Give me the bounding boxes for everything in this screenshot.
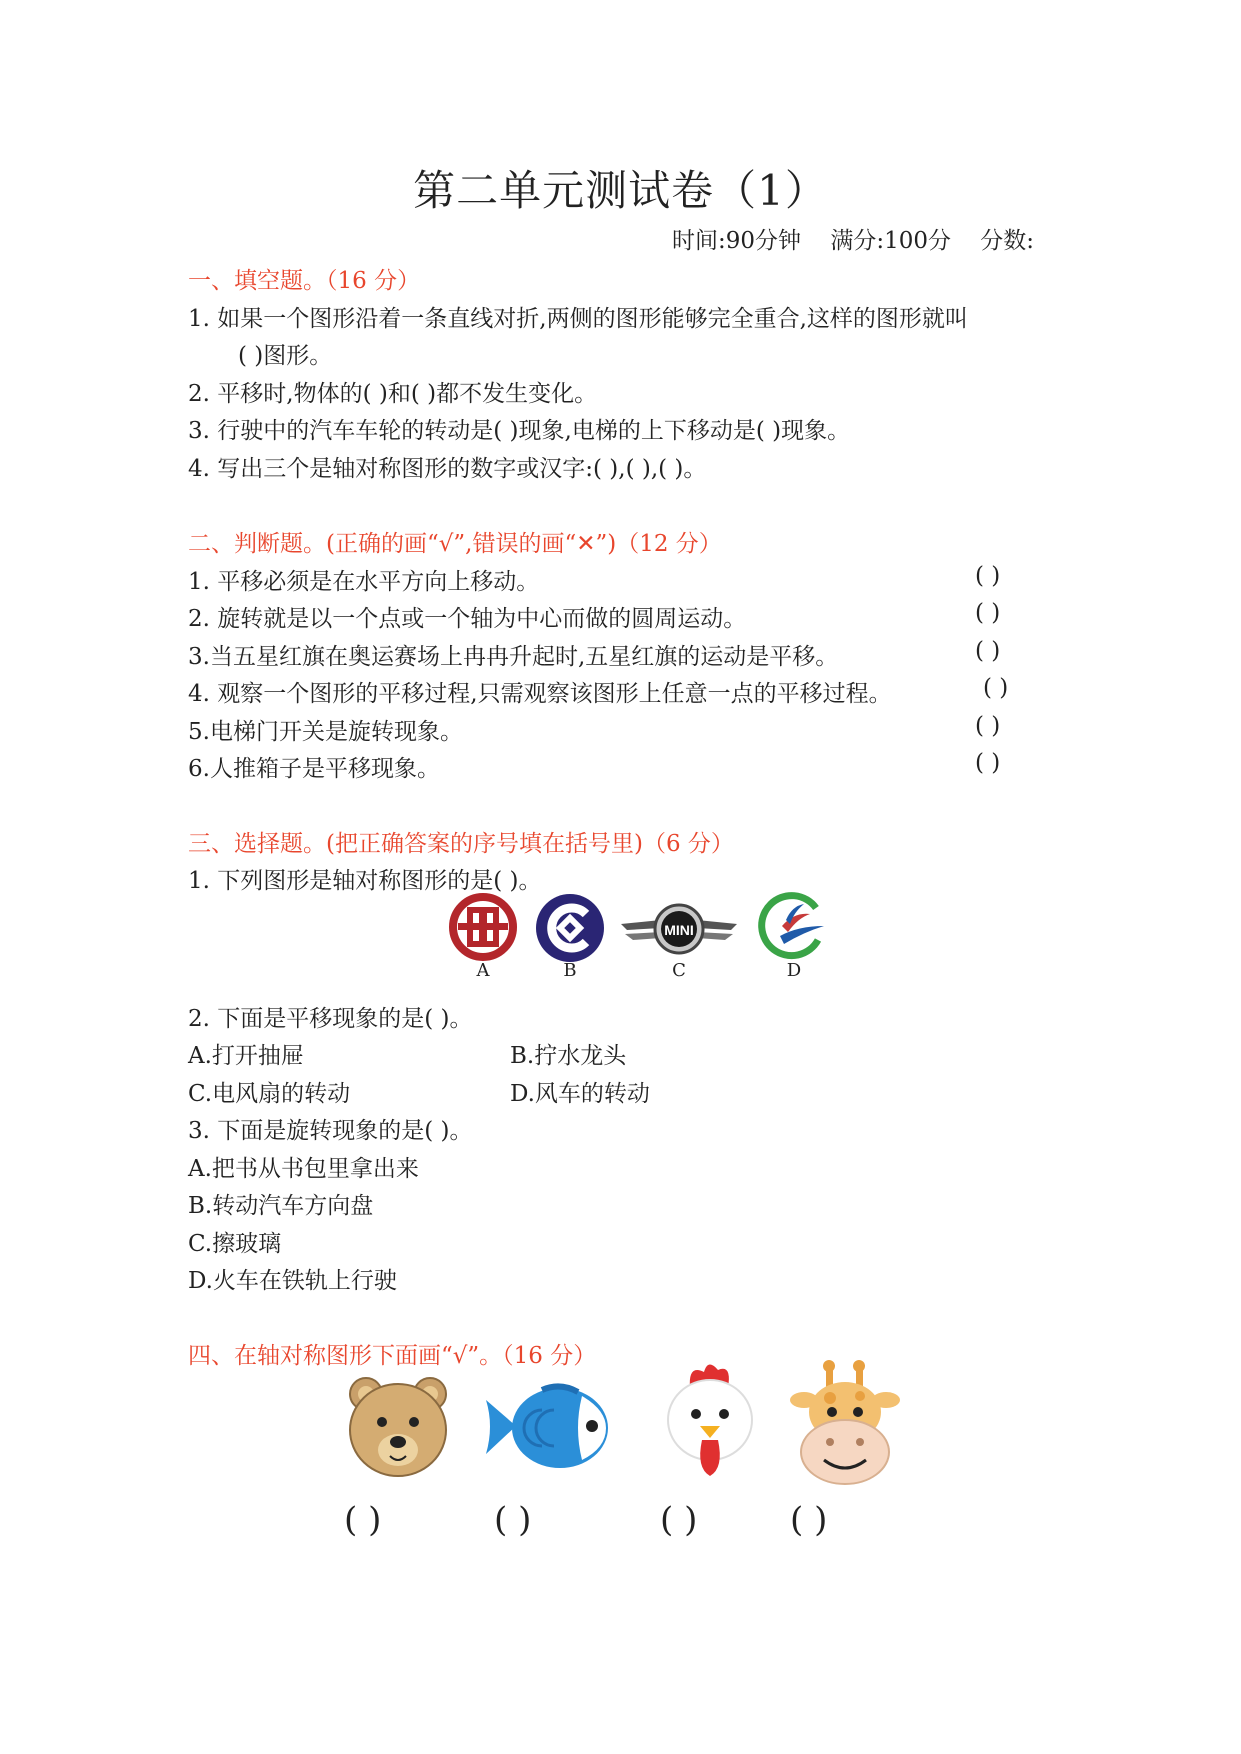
logo-b-icon xyxy=(534,892,606,964)
section-3-heading: 三、选择题。(把正确答案的序号填在括号里)（6 分） xyxy=(188,831,734,857)
fish-icon xyxy=(482,1380,612,1476)
s2-item-6: 6.人推箱子是平移现象。 xyxy=(188,756,440,782)
s1-question-1-cont: ( )图形。 xyxy=(238,343,333,369)
s2-item-3: 3.当五星红旗在奥运赛场上冉冉升起时,五星红旗的运动是平移。 xyxy=(188,644,839,670)
s3-question-1: 1. 下列图形是轴对称图形的是( )。 xyxy=(188,868,542,894)
s2-item-4: 4. 观察一个图形的平移过程,只需观察该图形上任意一点的平移过程。 xyxy=(188,681,892,707)
s3-q3-option-b: B.转动汽车方向盘 xyxy=(188,1193,374,1219)
s2-item-5: 5.电梯门开关是旋转现象。 xyxy=(188,719,463,745)
s2-item-1: 1. 平移必须是在水平方向上移动。 xyxy=(188,569,540,595)
s3-q2-option-a: A.打开抽屉 xyxy=(188,1043,304,1069)
giraffe-icon xyxy=(790,1360,900,1490)
s3-q3-option-d: D.火车在铁轨上行驶 xyxy=(188,1268,397,1294)
s2-answer-blank-4: ( ) xyxy=(983,675,1009,701)
s1-question-2: 2. 平移时,物体的( )和( )都不发生变化。 xyxy=(188,381,598,407)
s3-question-2: 2. 下面是平移现象的是( )。 xyxy=(188,1006,473,1032)
s2-answer-blank-2: ( ) xyxy=(975,600,1001,626)
section-1-heading: 一、填空题。（16 分） xyxy=(188,268,421,294)
logo-d-icon xyxy=(758,890,830,962)
logo-a-label: A xyxy=(476,960,490,981)
s1-question-4: 4. 写出三个是轴对称图形的数字或汉字:( ),( ),( )。 xyxy=(188,456,707,482)
s2-answer-blank-3: ( ) xyxy=(975,638,1001,664)
chicken-answer-blank: ( ) xyxy=(660,1500,698,1540)
logo-c-icon xyxy=(617,898,741,960)
logo-c-text: MINI xyxy=(664,922,694,938)
section-4-heading: 四、在轴对称图形下面画“√”。（16 分） xyxy=(188,1343,597,1369)
s3-q2-option-b: B.拧水龙头 xyxy=(510,1043,627,1069)
s3-q2-option-d: D.风车的转动 xyxy=(510,1081,650,1107)
s3-q2-option-c: C.电风扇的转动 xyxy=(188,1081,351,1107)
s1-question-3: 3. 行驶中的汽车车轮的转动是( )现象,电梯的上下移动是( )现象。 xyxy=(188,418,851,444)
logo-d-label: D xyxy=(786,960,802,981)
logo-a-icon xyxy=(448,892,518,962)
bear-answer-blank: ( ) xyxy=(344,1500,382,1540)
s2-answer-blank-6: ( ) xyxy=(975,750,1001,776)
score-field: 分数: xyxy=(980,228,1035,254)
s2-answer-blank-5: ( ) xyxy=(975,713,1001,739)
s3-q3-option-c: C.擦玻璃 xyxy=(188,1231,282,1257)
bear-icon xyxy=(342,1372,454,1484)
logo-b-label: B xyxy=(563,960,577,981)
page-title: 第二单元测试卷（1） xyxy=(413,166,828,215)
logo-c-label: C xyxy=(672,960,686,981)
giraffe-answer-blank: ( ) xyxy=(790,1500,828,1540)
time-limit: 时间:90分钟 xyxy=(672,228,802,254)
s3-question-3: 3. 下面是旋转现象的是( )。 xyxy=(188,1118,473,1144)
section-2-heading: 二、判断题。(正确的画“√”,错误的画“✕”)（12 分） xyxy=(188,531,722,557)
s1-question-1: 1. 如果一个图形沿着一条直线对折,两侧的图形能够完全重合,这样的图形就叫 xyxy=(188,306,968,332)
s3-q3-option-a: A.把书从书包里拿出来 xyxy=(188,1156,419,1182)
s2-item-2: 2. 旋转就是以一个点或一个轴为中心而做的圆周运动。 xyxy=(188,606,747,632)
full-score: 满分:100分 xyxy=(830,228,951,254)
exam-meta xyxy=(672,222,1056,255)
chicken-icon xyxy=(660,1358,760,1488)
s2-answer-blank-1: ( ) xyxy=(975,563,1001,589)
fish-answer-blank: ( ) xyxy=(494,1500,532,1540)
